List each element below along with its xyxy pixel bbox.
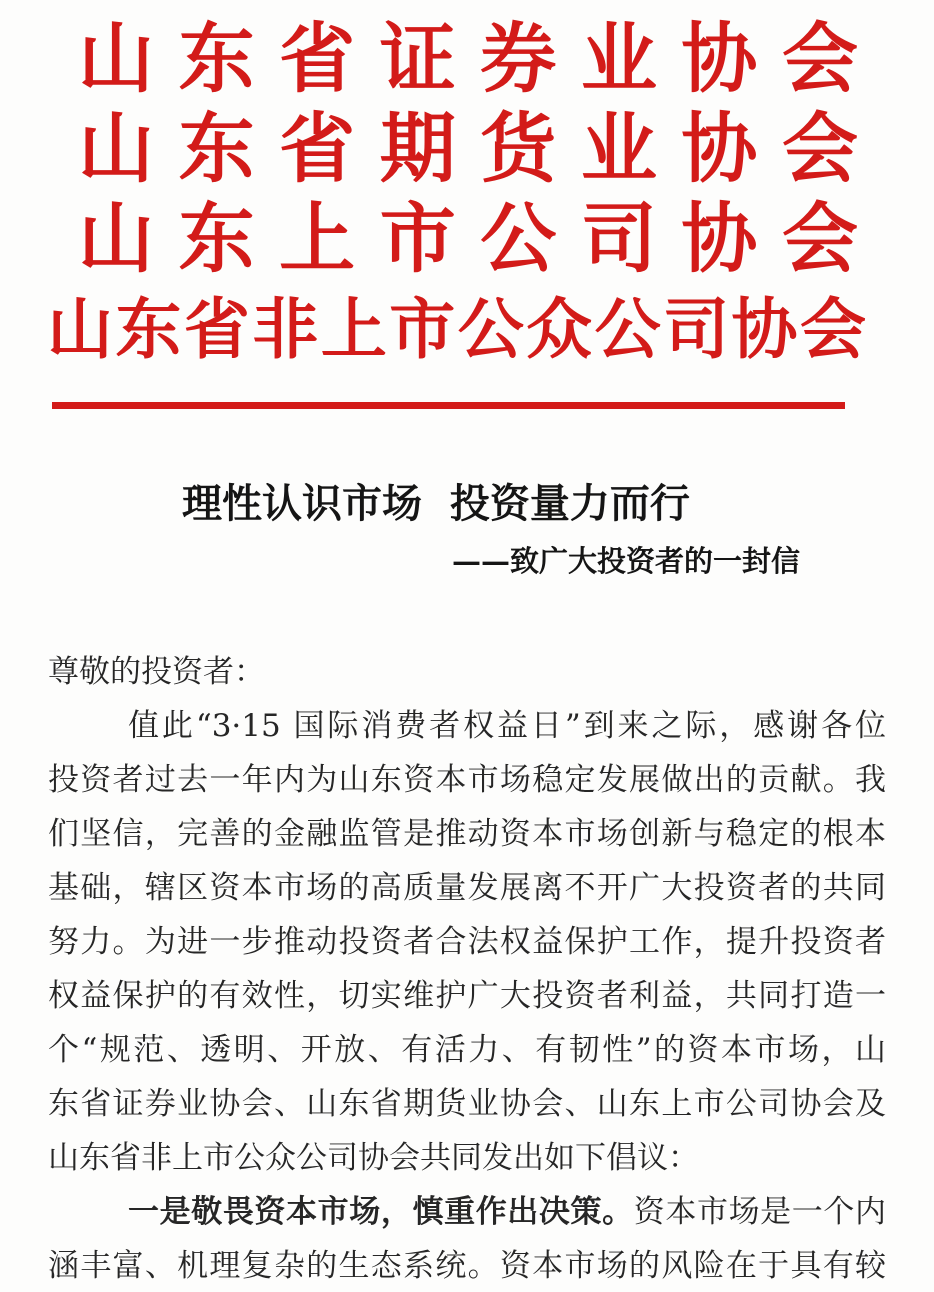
org-name-non-listed-public-companies-association: 山东省非上市公众公司协会 xyxy=(47,290,866,368)
body-line xyxy=(48,1185,886,1239)
body-line: 权益保护的有效性，切实维护广大投资者利益，共同打造一 xyxy=(48,978,886,1014)
body-line: 山东省非上市公众公司协会共同发出如下倡议： xyxy=(48,1140,699,1176)
salutation: 尊敬的投资者： xyxy=(48,654,265,690)
body-line: 努力。为进一步推动投资者合法权益保护工作，提升投资者 xyxy=(48,924,886,960)
letterhead-divider xyxy=(52,402,845,409)
body-line: 东省证券业协会、山东省期货业协会、山东上市公司协会及 xyxy=(48,1086,886,1122)
body-line: 投资者过去一年内为山东资本市场稳定发展做出的贡献。我 xyxy=(48,762,886,798)
letter-title: 理性认识市场 投资量力而行 xyxy=(182,480,690,527)
org-name-listed-companies-association: 山东上市公司协会 xyxy=(78,194,858,283)
body-line: 值此“3·15 国际消费者权益日”到来之际，感谢各位 xyxy=(128,708,886,744)
emphasis-lead-text: 一是敬畏资本市场，慎重作出决策。 xyxy=(128,1194,634,1230)
letter-content xyxy=(0,481,934,1292)
letter-body xyxy=(48,645,886,1292)
org-name-futures-association: 山东省期货业协会 xyxy=(78,104,858,193)
body-line: 基础，辖区资本市场的高质量发展离不开广大投资者的共同 xyxy=(48,870,886,906)
body-line: 个“规范、透明、开放、有活力、有韧性”的资本市场，山 xyxy=(48,1032,886,1068)
org-name-securities-association: 山东省证券业协会 xyxy=(78,14,858,103)
body-line: 们坚信，完善的金融监管是推动资本市场创新与稳定的根本 xyxy=(48,816,886,852)
body-line: 涵丰富、机理复杂的生态系统。资本市场的风险在于具有较 xyxy=(48,1248,886,1284)
letterhead xyxy=(0,0,934,374)
letter-subtitle: ——致广大投资者的一封信 xyxy=(452,544,801,578)
body-line-text: 资本市场是一个内 xyxy=(633,1194,887,1230)
